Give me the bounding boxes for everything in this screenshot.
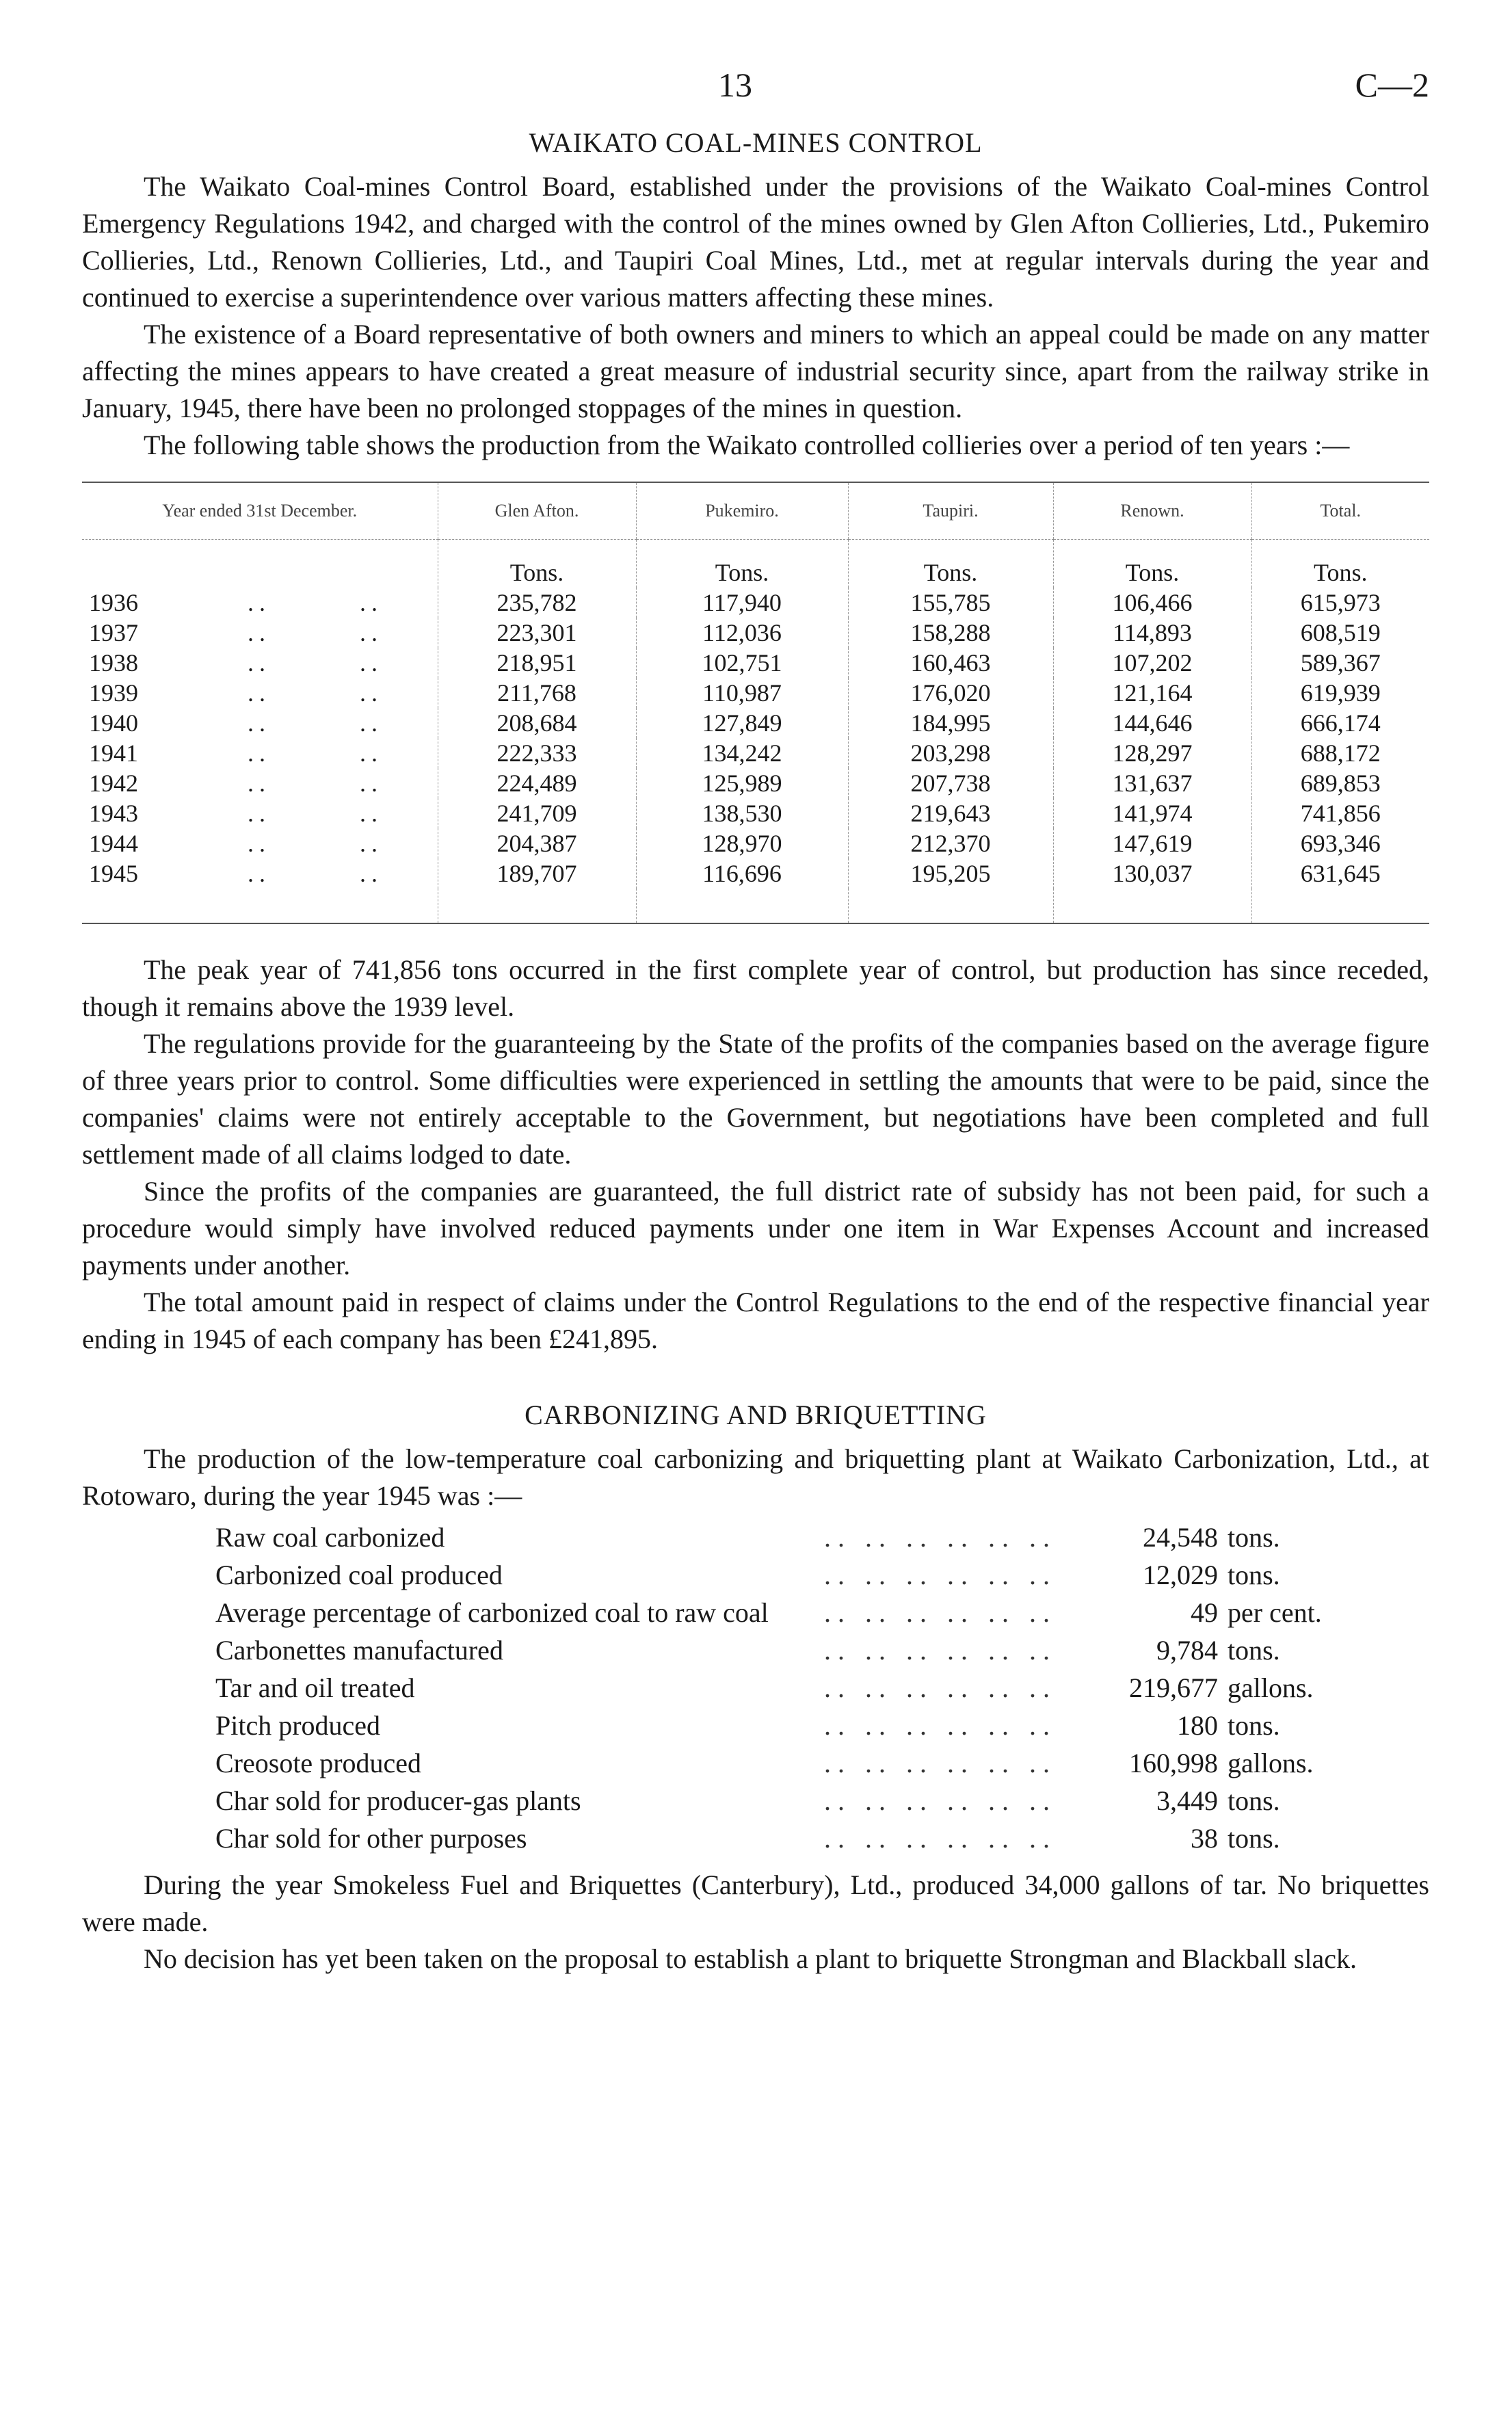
column-header-total: Total.: [1251, 482, 1429, 540]
renown-cell: 121,164: [1053, 678, 1251, 708]
item-value: 219,677: [1129, 1672, 1218, 1703]
taupiri-cell: 195,205: [848, 858, 1053, 889]
table-row: [82, 798, 1429, 828]
leader-dots: .. .. .. .. .. ..: [824, 1597, 1057, 1628]
taupiri-cell: 207,738: [848, 768, 1053, 798]
paragraph-text: During the year Smokeless Fuel and Briquettes (Canterbury), Ltd., produced 34,000 gallons of tar. No briquettes were made.: [82, 1869, 1429, 1937]
paragraph-text: The peak year of 741,856 tons occurred in the first complete year of control, but production has since receded, though it remains above the 1939 level.: [82, 954, 1429, 1022]
table-row: [82, 648, 1429, 678]
year-cell: [82, 648, 438, 678]
year-cell: [82, 678, 438, 708]
year-cell: [82, 768, 438, 798]
item-value: 49: [1191, 1597, 1218, 1628]
column-header-glen-afton: Glen Afton.: [438, 482, 636, 540]
paragraph-text: No decision has yet been taken on the proposal to establish a plant to briquette Strongman and Blackball slack.: [144, 1943, 1357, 1974]
page-number: 13: [718, 66, 752, 104]
leader-dots: .. .. .. .. .. ..: [824, 1560, 1057, 1590]
leader-dots: ..: [248, 619, 271, 646]
pukemiro-cell: 127,849: [636, 708, 848, 738]
year-value: 1937: [89, 619, 138, 646]
taupiri-cell: 176,020: [848, 678, 1053, 708]
glen-afton-cell: 223,301: [438, 618, 636, 648]
item-unit: tons.: [1228, 1635, 1280, 1666]
glen-afton-cell: 218,951: [438, 648, 636, 678]
spacer-cell: [1053, 889, 1251, 923]
list-item: [215, 1594, 1392, 1631]
item-label: Char sold for producer-gas plants: [215, 1785, 581, 1816]
item-label: Creosote produced: [215, 1748, 422, 1778]
leader-dots: ..: [360, 589, 383, 616]
unit-label: Tons.: [1053, 540, 1251, 588]
item-unit: tons.: [1228, 1522, 1280, 1553]
pukemiro-cell: 102,751: [636, 648, 848, 678]
table-row: [82, 588, 1429, 618]
leader-dots: ..: [360, 649, 383, 676]
total-cell: 741,856: [1251, 798, 1429, 828]
year-cell: [82, 828, 438, 858]
taupiri-cell: 158,288: [848, 618, 1053, 648]
year-value: 1944: [89, 830, 138, 857]
pukemiro-cell: 116,696: [636, 858, 848, 889]
leader-dots: ..: [248, 860, 271, 887]
paragraph: [82, 1441, 1429, 1514]
total-cell: 589,367: [1251, 648, 1429, 678]
item-label: Char sold for other purposes: [215, 1823, 527, 1854]
paragraph-text: The following table shows the production from the Waikato controlled collieries over a period of ten years :—: [144, 430, 1350, 460]
paragraph-text: Since the profits of the companies are guaranteed, the full district rate of subsidy has not been paid, for such a procedure would simply have involved reduced payments under one item in War Expenses Account and increased payments under another.: [82, 1176, 1429, 1280]
list-item: [215, 1707, 1392, 1744]
units-row: [82, 540, 1429, 588]
paragraph: [82, 1867, 1429, 1941]
section-title-coal-mines-control: WAIKATO COAL-MINES CONTROL: [529, 127, 983, 158]
paragraph-text: The regulations provide for the guaranteeing by the State of the profits of the companies based on the average figure of three years prior to control. Some difficulties were experienced in settling the amounts that were to be paid, since the companies' claims were not entirely acceptable to the Government, but negotiations have been completed and full settlement made of all claims lodged to date.: [82, 1028, 1429, 1170]
year-cell: [82, 708, 438, 738]
taupiri-cell: 219,643: [848, 798, 1053, 828]
page-header: [82, 65, 1429, 113]
pukemiro-cell: 112,036: [636, 618, 848, 648]
item-value: 24,548: [1143, 1522, 1218, 1553]
spacer-row: [82, 889, 1429, 923]
item-value: 38: [1191, 1823, 1218, 1854]
glen-afton-cell: 241,709: [438, 798, 636, 828]
pukemiro-cell: 110,987: [636, 678, 848, 708]
glen-afton-cell: 189,707: [438, 858, 636, 889]
year-cell: [82, 618, 438, 648]
leader-dots: ..: [360, 709, 383, 737]
table-row: [82, 768, 1429, 798]
pukemiro-cell: 134,242: [636, 738, 848, 768]
year-value: 1938: [89, 649, 138, 676]
paragraph: [82, 951, 1429, 1025]
pukemiro-cell: 125,989: [636, 768, 848, 798]
table-row: [82, 618, 1429, 648]
spacer-cell: [636, 889, 848, 923]
leader-dots: ..: [360, 619, 383, 646]
unit-label: Tons.: [1251, 540, 1429, 588]
leader-dots: ..: [360, 800, 383, 827]
item-value: 180: [1177, 1710, 1218, 1741]
glen-afton-cell: 211,768: [438, 678, 636, 708]
total-cell: 693,346: [1251, 828, 1429, 858]
table-row: [82, 708, 1429, 738]
renown-cell: 106,466: [1053, 588, 1251, 618]
glen-afton-cell: 235,782: [438, 588, 636, 618]
total-cell: 666,174: [1251, 708, 1429, 738]
year-cell: [82, 798, 438, 828]
item-label: Tar and oil treated: [215, 1672, 415, 1703]
item-unit: tons.: [1228, 1560, 1280, 1590]
paragraph: [82, 1173, 1429, 1284]
leader-dots: .. .. .. .. .. ..: [824, 1785, 1057, 1816]
paragraph-text: The production of the low-temperature coal carbonizing and briquetting plant at Waikato Carbonization, Ltd., at Rotowaro, during the year 1945 was :—: [82, 1443, 1429, 1511]
glen-afton-cell: 208,684: [438, 708, 636, 738]
spacer-cell: [438, 889, 636, 923]
unit-label: Tons.: [848, 540, 1053, 588]
leader-dots: ..: [248, 709, 271, 737]
pukemiro-cell: 138,530: [636, 798, 848, 828]
table-row: [82, 678, 1429, 708]
paragraph: [82, 427, 1429, 464]
leader-dots: .. .. .. .. .. ..: [824, 1635, 1057, 1666]
year-value: 1941: [89, 739, 138, 767]
renown-cell: 114,893: [1053, 618, 1251, 648]
total-cell: 689,853: [1251, 768, 1429, 798]
pukemiro-cell: 128,970: [636, 828, 848, 858]
paragraph: [82, 168, 1429, 316]
item-unit: per cent.: [1228, 1597, 1322, 1628]
unit-label: Tons.: [636, 540, 848, 588]
paragraph: [82, 1284, 1429, 1358]
renown-cell: 147,619: [1053, 828, 1251, 858]
list-item: [215, 1556, 1392, 1594]
item-value: 9,784: [1156, 1635, 1218, 1666]
taupiri-cell: 160,463: [848, 648, 1053, 678]
item-label: Raw coal carbonized: [215, 1522, 445, 1553]
leader-dots: .. .. .. .. .. ..: [824, 1823, 1057, 1854]
total-cell: 615,973: [1251, 588, 1429, 618]
table-header-row: [82, 482, 1429, 540]
list-item: [215, 1631, 1392, 1669]
taupiri-cell: 184,995: [848, 708, 1053, 738]
renown-cell: 128,297: [1053, 738, 1251, 768]
paragraph-text: The existence of a Board representative of both owners and miners to which an appeal could be made on any matter affecting the mines appears to have created a great measure of industrial security since, apart from the railway strike in January, 1945, there have been no prolonged stoppages of the mines in question.: [82, 319, 1429, 423]
leader-dots: ..: [360, 739, 383, 767]
empty-cell: [82, 540, 438, 588]
year-value: 1936: [89, 589, 138, 616]
paragraph-text: The total amount paid in respect of claims under the Control Regulations to the end of the respective financial year ending in 1945 of each company has been £241,895.: [82, 1287, 1429, 1354]
leader-dots: .. .. .. .. .. ..: [824, 1522, 1057, 1553]
list-item: [215, 1819, 1392, 1857]
document-page: [82, 0, 1429, 2019]
leader-dots: ..: [360, 770, 383, 797]
taupiri-cell: 203,298: [848, 738, 1053, 768]
year-cell: [82, 588, 438, 618]
item-label: Pitch produced: [215, 1710, 381, 1741]
glen-afton-cell: 204,387: [438, 828, 636, 858]
year-value: 1940: [89, 709, 138, 737]
column-header-pukemiro: Pukemiro.: [636, 482, 848, 540]
spacer-cell: [82, 889, 438, 923]
total-cell: 631,645: [1251, 858, 1429, 889]
leader-dots: .. .. .. .. .. ..: [824, 1710, 1057, 1741]
renown-cell: 131,637: [1053, 768, 1251, 798]
table-row: [82, 858, 1429, 889]
column-header-taupiri: Taupiri.: [848, 482, 1053, 540]
paragraph: [82, 1025, 1429, 1173]
taupiri-cell: 212,370: [848, 828, 1053, 858]
renown-cell: 144,646: [1053, 708, 1251, 738]
renown-cell: 107,202: [1053, 648, 1251, 678]
item-unit: tons.: [1228, 1710, 1280, 1741]
table-row: [82, 828, 1429, 858]
glen-afton-cell: 222,333: [438, 738, 636, 768]
item-label: Average percentage of carbonized coal to raw coal: [215, 1597, 769, 1628]
leader-dots: ..: [248, 589, 271, 616]
item-label: Carbonized coal produced: [215, 1560, 503, 1590]
renown-cell: 141,974: [1053, 798, 1251, 828]
unit-label: Tons.: [438, 540, 636, 588]
leader-dots: .. .. .. .. .. ..: [824, 1672, 1057, 1703]
leader-dots: ..: [248, 770, 271, 797]
item-unit: gallons.: [1228, 1672, 1314, 1703]
list-item: [215, 1744, 1392, 1782]
leader-dots: ..: [248, 679, 271, 707]
glen-afton-cell: 224,489: [438, 768, 636, 798]
total-cell: 608,519: [1251, 618, 1429, 648]
spacer-cell: [1251, 889, 1429, 923]
leader-dots: ..: [248, 739, 271, 767]
total-cell: 619,939: [1251, 678, 1429, 708]
year-value: 1942: [89, 770, 138, 797]
leader-dots: ..: [248, 800, 271, 827]
item-value: 12,029: [1143, 1560, 1218, 1590]
pukemiro-cell: 117,940: [636, 588, 848, 618]
table-row: [82, 738, 1429, 768]
production-list: [215, 1519, 1392, 1857]
total-cell: 688,172: [1251, 738, 1429, 768]
leader-dots: ..: [360, 860, 383, 887]
item-label: Carbonettes manufactured: [215, 1635, 503, 1666]
year-value: 1943: [89, 800, 138, 827]
document-reference: C—2: [1355, 66, 1429, 104]
paragraph: [82, 1941, 1429, 1977]
spacer-cell: [848, 889, 1053, 923]
year-cell: [82, 738, 438, 768]
paragraph: [82, 316, 1429, 427]
column-header-year: Year ended 31st December.: [82, 482, 438, 540]
leader-dots: ..: [360, 830, 383, 857]
item-value: 160,998: [1129, 1748, 1218, 1778]
leader-dots: ..: [248, 830, 271, 857]
leader-dots: .. .. .. .. .. ..: [824, 1748, 1057, 1778]
paragraph-text: The Waikato Coal-mines Control Board, established under the provisions of the Waikato Coal-mines Control Emergency Regulations 1942, and charged with the control of the mines owned by Glen Afton Collieries, Ltd., Pukemiro Collieries, Ltd., Renown Collieries, Ltd., and Taupiri Coal Mines, Ltd., met at regular intervals during the year and continued to exercise a superintendence over various matters affecting these mines.: [82, 171, 1429, 313]
renown-cell: 130,037: [1053, 858, 1251, 889]
leader-dots: ..: [248, 649, 271, 676]
list-item: [215, 1519, 1392, 1556]
taupiri-cell: 155,785: [848, 588, 1053, 618]
list-item: [215, 1669, 1392, 1707]
item-unit: tons.: [1228, 1785, 1280, 1816]
column-header-renown: Renown.: [1053, 482, 1251, 540]
production-table: [82, 482, 1429, 924]
item-unit: gallons.: [1228, 1748, 1314, 1778]
year-cell: [82, 858, 438, 889]
item-unit: tons.: [1228, 1823, 1280, 1854]
year-value: 1939: [89, 679, 138, 707]
list-item: [215, 1782, 1392, 1819]
year-value: 1945: [89, 860, 138, 887]
leader-dots: ..: [360, 679, 383, 707]
section-title-carbonizing: CARBONIZING AND BRIQUETTING: [525, 1399, 987, 1430]
item-value: 3,449: [1156, 1785, 1218, 1816]
